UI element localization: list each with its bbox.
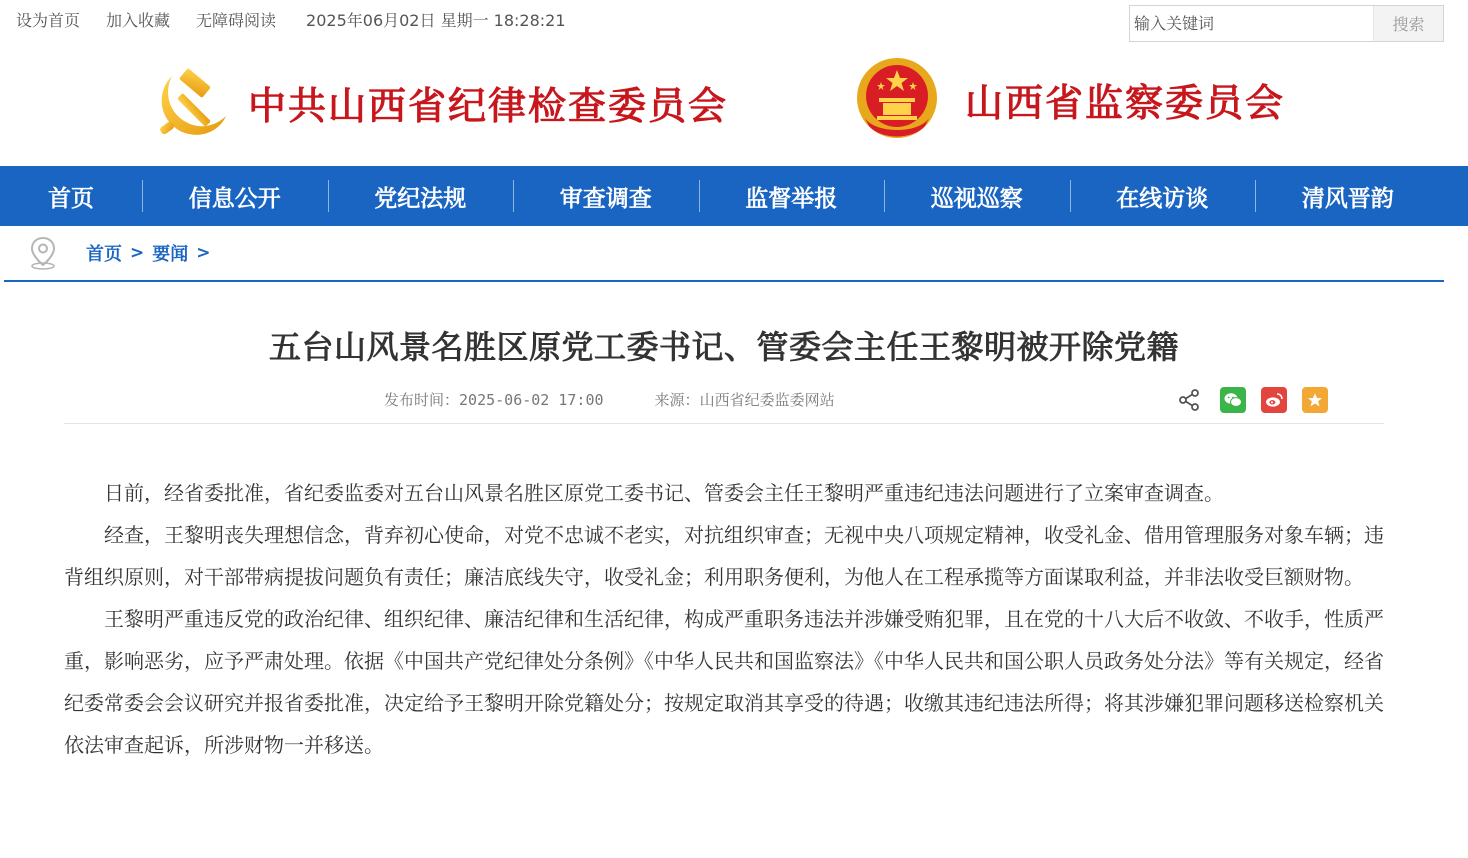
add-favorite-link[interactable]: 加入收藏 <box>106 11 171 30</box>
site-header <box>0 44 1468 166</box>
brand-supervision-commission[interactable] <box>855 56 1285 142</box>
party-emblem-icon <box>150 62 230 142</box>
article-meta <box>384 389 835 410</box>
publish-label: 发布时间： <box>384 391 460 409</box>
share-icon[interactable] <box>1177 387 1201 413</box>
nav-item-investigation[interactable]: 审查调查 <box>513 166 699 226</box>
set-homepage-link[interactable]: 设为首页 <box>16 11 81 30</box>
nav-item-party-regulations[interactable]: 党纪法规 <box>328 166 514 226</box>
article-paragraph: 经查，王黎明丧失理想信念，背弃初心使命，对党不忠诚不老实，对抗组织审查；无视中央八项规定精神，收受礼金、借用管理服务对象车辆；违背组织原则，对干部带病提拔问题负有责任；廉洁底线失守，收受礼金；利用职务便利，为他人在工程承揽等方面谋取利益，并非法收受巨额财物。 <box>64 523 1384 589</box>
weibo-icon <box>1265 392 1283 408</box>
top-links <box>16 8 592 31</box>
wechat-share-button[interactable] <box>1220 387 1246 413</box>
publish-time: 2025-06-02 17:00 <box>459 391 604 409</box>
brand-cpc-discipline-title: 中共山西省纪律检查委员会 <box>248 82 729 128</box>
article-paragraph: 日前，经省委批准，省纪委监委对五台山风景名胜区原党工委书记、管委会主任王黎明严重违纪违法问题进行了立案审查调查。 <box>104 481 1224 505</box>
national-emblem-icon <box>855 56 939 142</box>
search-input[interactable] <box>1130 6 1373 41</box>
current-datetime: 2025年06月02日 星期一 18:28:21 <box>306 11 566 30</box>
breadcrumb-separator: > <box>196 243 211 263</box>
nav-item-online-interview[interactable]: 在线访谈 <box>1070 166 1256 226</box>
favorite-button[interactable] <box>1302 387 1328 413</box>
breadcrumb-news[interactable]: 要闻 <box>152 244 189 265</box>
meta-divider <box>64 423 1384 424</box>
article-paragraph: 王黎明严重违反党的政治纪律、组织纪律、廉洁纪律和生活纪律，构成严重职务违法并涉嫌受贿犯罪，且在党的十八大后不收敛、不收手，性质严重，影响恶劣，应予严肃处理。依据《中国共产党纪律处分条例》《中华人民共和国监察法》《中华人民共和国公职人员政务处分法》等有关规定，经省纪委常委会会议研究并报省委批准，决定给予王黎明开除党籍处分；按规定取消其享受的待遇；收缴其违纪违法所得；将其涉嫌犯罪问题移送检察机关依法审查起诉，所涉财物一并移送。 <box>64 607 1384 757</box>
nav-item-info-disclosure[interactable]: 信息公开 <box>142 166 328 226</box>
nav-item-home[interactable]: 首页 <box>48 185 94 212</box>
search-button[interactable]: 搜索 <box>1373 6 1443 41</box>
source-label: 来源： <box>654 391 700 409</box>
nav-item-report[interactable]: 监督举报 <box>699 166 885 226</box>
favorite-star-icon <box>1307 392 1323 408</box>
brand-supervision-commission-title: 山西省监察委员会 <box>965 79 1286 125</box>
search-box <box>1129 5 1444 42</box>
brand-cpc-discipline[interactable] <box>150 62 728 142</box>
article-source: 山西省纪委监委网站 <box>699 391 835 409</box>
breadcrumb-home[interactable]: 首页 <box>86 244 122 265</box>
nav-item-inspection[interactable]: 巡视巡察 <box>884 166 1070 226</box>
breadcrumb <box>4 226 1444 282</box>
main-nav <box>0 166 1468 226</box>
top-bar <box>0 0 1468 40</box>
article-title: 五台山风景名胜区原党工委书记、管委会主任王黎明被开除党籍 <box>268 328 1179 366</box>
weibo-share-button[interactable] <box>1261 387 1287 413</box>
article-body <box>64 472 1384 766</box>
wechat-icon <box>1224 392 1242 408</box>
breadcrumb-separator: > <box>130 243 145 263</box>
location-pin-icon <box>28 236 58 270</box>
accessibility-link[interactable]: 无障碍阅读 <box>196 11 277 30</box>
nav-item-qingfeng[interactable]: 清风晋韵 <box>1255 166 1441 226</box>
